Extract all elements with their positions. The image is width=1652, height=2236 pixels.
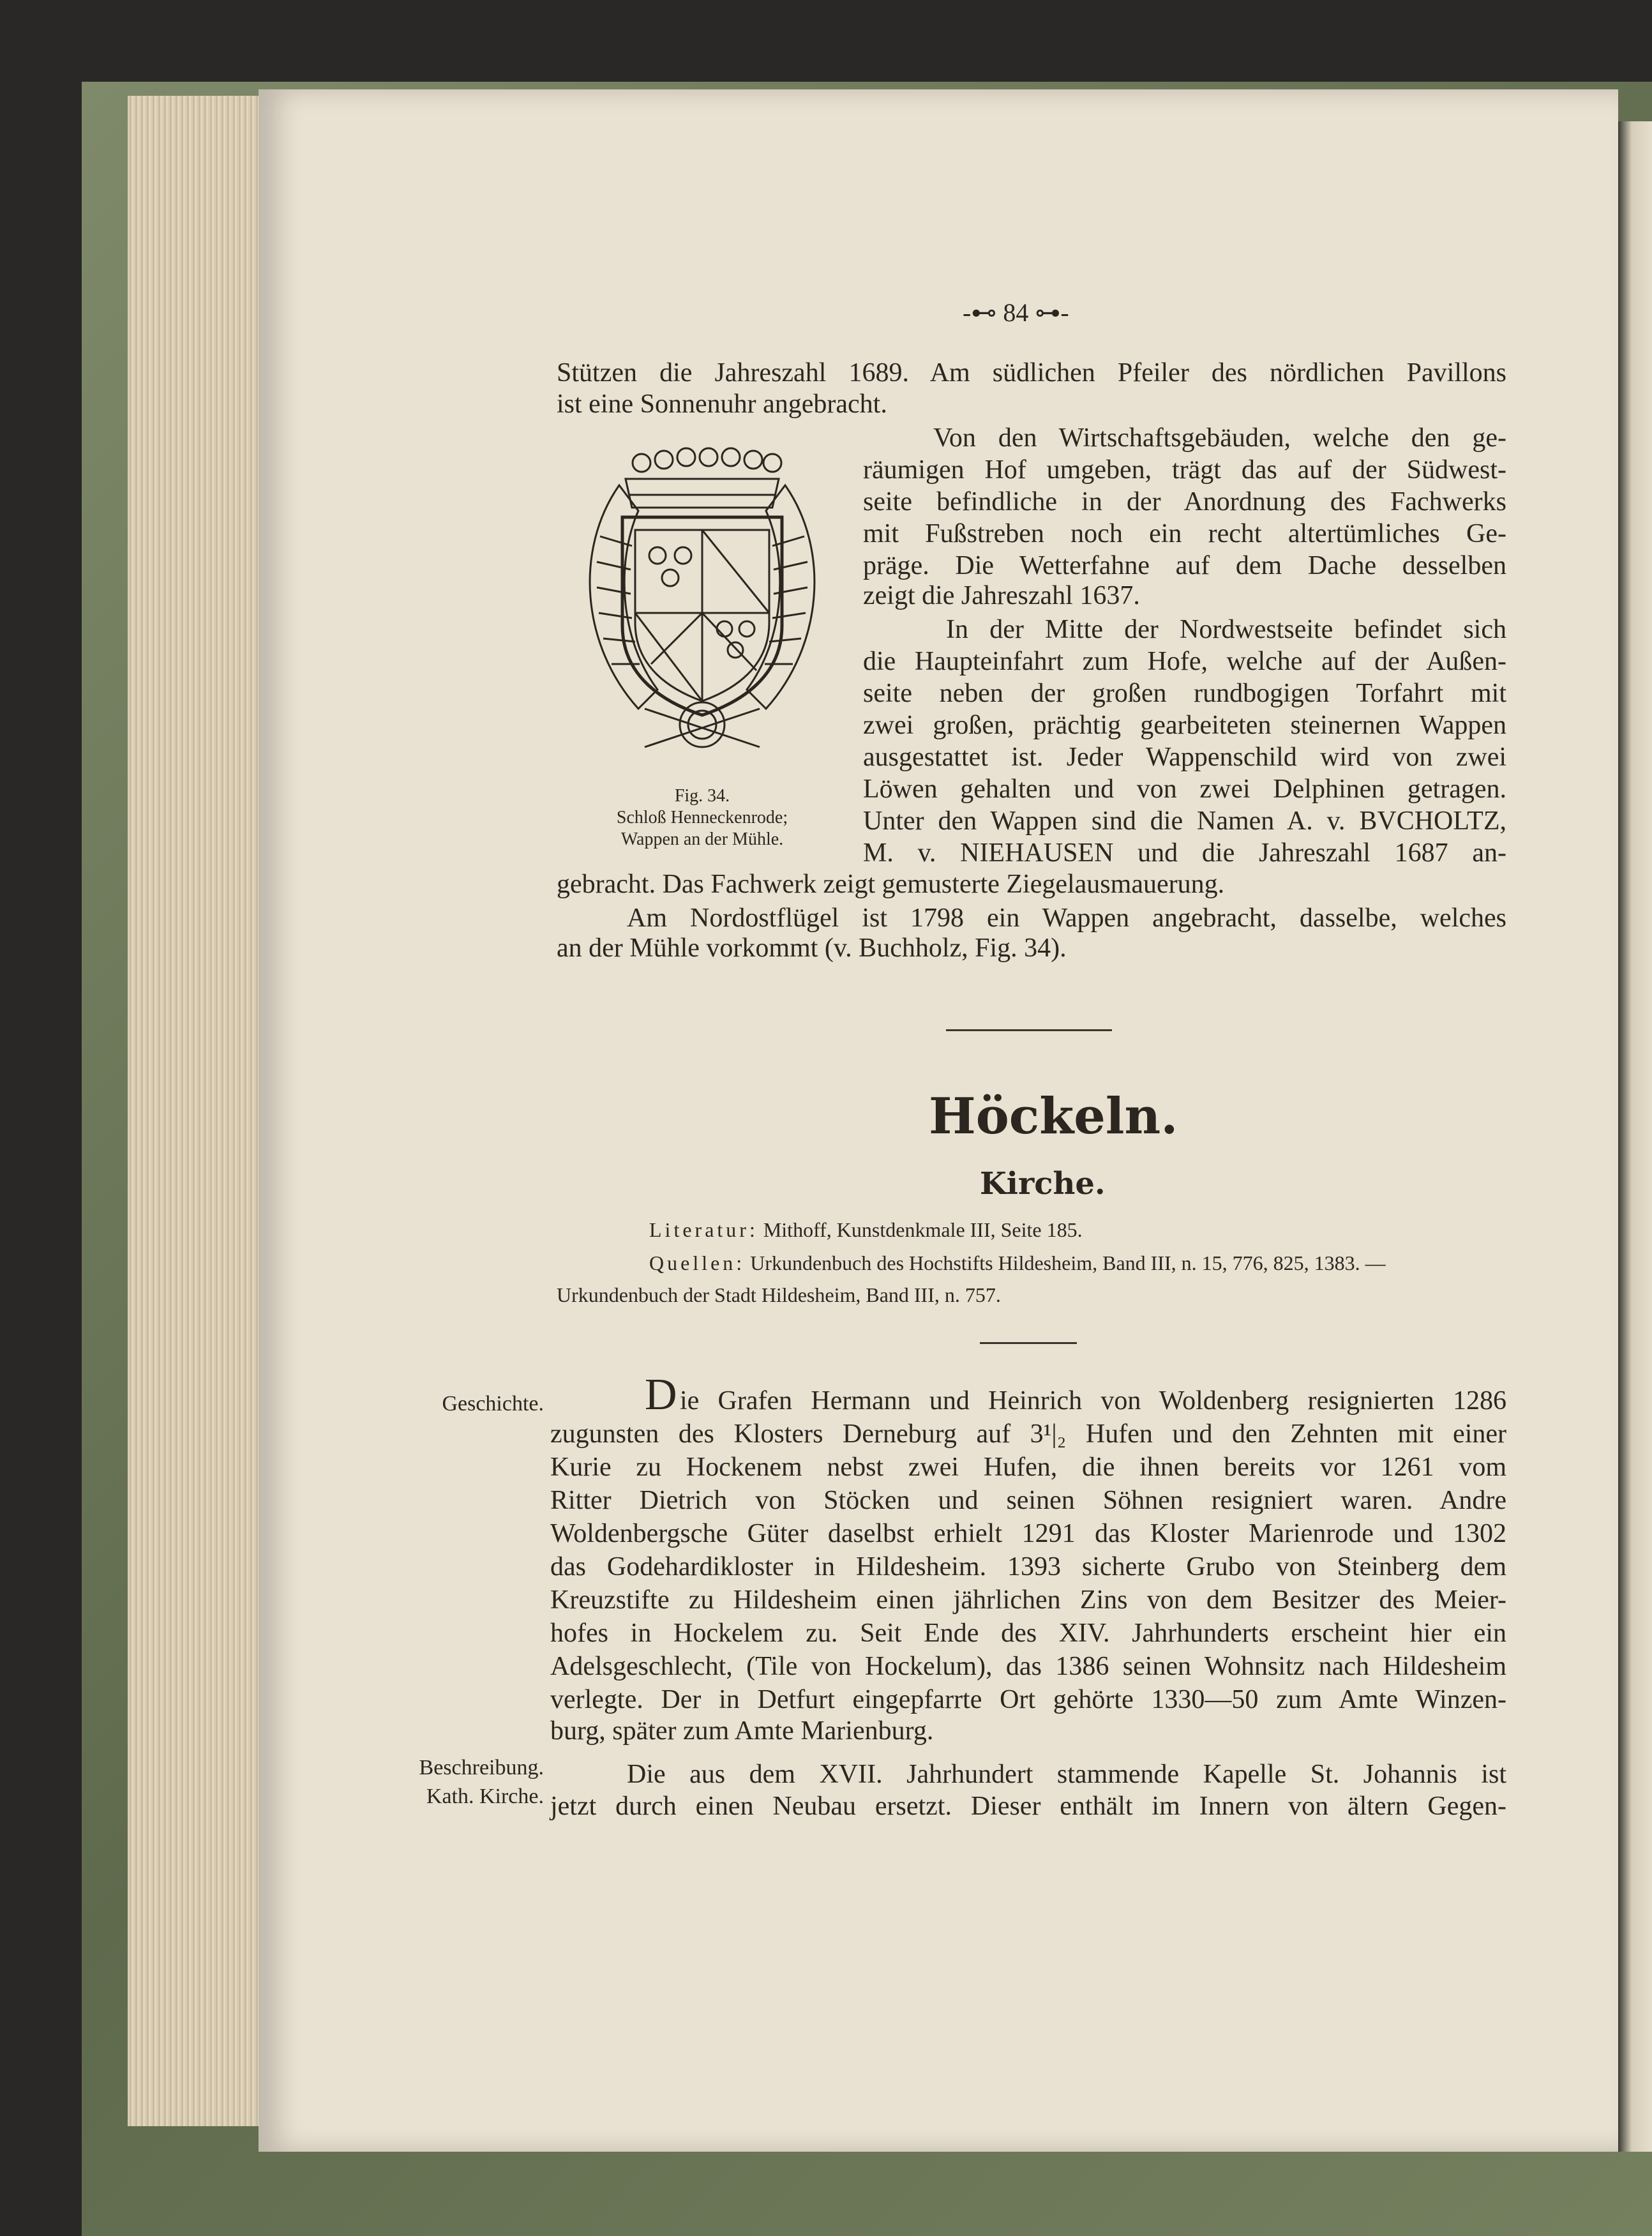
text-line: räumigen Hof umgeben, trägt das auf der Südwest- (863, 455, 1506, 485)
text-line: Kreuzstifte zu Hildesheim einen jährlichen Zins von dem Besitzer des Meier- (550, 1585, 1506, 1615)
section-heading: Höckeln. (929, 1087, 1178, 1145)
text-line: hofes in Hockelem zu. Seit Ende des XIV. Jahrhunderts erscheint hier ein (550, 1619, 1506, 1648)
margin-note-church: Kath. Kirche. (426, 1785, 544, 1808)
section-divider (946, 1029, 1112, 1031)
page-number: -⊷ 84 ⊶- (963, 298, 1069, 327)
text-line: jetzt durch einen Neubau ersetzt. Dieser enthält im Innern von ältern Gegen- (550, 1792, 1506, 1821)
text-line: das Godehardikloster in Hildesheim. 1393 sicherte Grubo von Steinberg dem (550, 1552, 1506, 1582)
section-divider (980, 1342, 1077, 1344)
text-line: ie Grafen Hermann und Heinrich von Woldenberg resignierten 1286 (680, 1386, 1506, 1416)
literature-text: Mithoff, Kunstdenkmale III, Seite 185. (763, 1218, 1083, 1241)
text-line: mit Fußstreben noch ein recht altertümliches Ge- (863, 519, 1506, 548)
text-line: die Haupteinfahrt zum Hofe, welche auf der Außen- (863, 647, 1506, 676)
text-line: In der Mitte der Nordwestseite befindet sich (946, 615, 1506, 644)
margin-note-history: Geschichte. (442, 1392, 544, 1416)
text-line: Adelsgeschlecht, (Tile von Hockelum), das 1386 seinen Wohnsitz nach Hildesheim (550, 1652, 1506, 1681)
section-subheading: Kirche. (980, 1166, 1106, 1202)
text-line: ausgestattet ist. Jeder Wappenschild wird von zwei (863, 743, 1506, 772)
sources-text: Urkundenbuch der Stadt Hildesheim, Band III, n. 757. (557, 1283, 1001, 1306)
text-line: ist eine Sonnenuhr angebracht. (557, 389, 887, 419)
literature-label: Literatur: (649, 1218, 758, 1241)
margin-note-description: Beschreibung. (419, 1756, 544, 1779)
text-line: präge. Die Wetterfahne auf dem Dache desselben (863, 551, 1506, 580)
figure-caption-line: Wappen an der Mühle. (620, 829, 784, 849)
page-edges (128, 96, 274, 2126)
text-line: verlegte. Der in Detfurt eingepfarrte Ort gehörte 1330—50 zum Amte Winzen- (550, 1685, 1506, 1714)
text-line: zwei großen, prächtig gearbeiteten steinernen Wappen (863, 711, 1506, 740)
text-line: seite neben der großen rundbogigen Torfahrt mit (863, 679, 1506, 708)
sources-text: Urkundenbuch des Hochstifts Hildesheim, Band III, n. 15, 776, 825, 1383. — (750, 1251, 1386, 1274)
text-line: zeigt die Jahreszahl 1637. (863, 581, 1140, 610)
drop-initial: D (645, 1370, 677, 1419)
facing-page-edge (1618, 121, 1652, 2152)
text-line: burg, später zum Amte Marienburg. (550, 1716, 934, 1746)
figure-caption-line: Schloß Henneckenrode; (616, 808, 788, 827)
figure-label: Fig. 34. (674, 786, 730, 806)
text-line: Am Nordostflügel ist 1798 ein Wappen angebracht, dasselbe, welches (627, 903, 1506, 933)
text-line: Von den Wirtschaftsgebäuden, welche den ge- (933, 423, 1506, 453)
text-line: seite befindliche in der Anordnung des Fachwerks (863, 487, 1506, 517)
text-line: Stützen die Jahreszahl 1689. Am südlichen Pfeiler des nördlichen Pavillons (557, 358, 1506, 388)
text-line: Unter den Wappen sind die Namen A. v. BVCHOLTZ, (863, 806, 1506, 836)
text-line: zugunsten des Klosters Derneburg auf 3¹|₂ Hufen und den Zehnten mit einer (550, 1419, 1506, 1449)
text-line: Löwen gehalten und von zwei Delphinen getragen. (863, 774, 1506, 804)
sources-label: Quellen: (649, 1251, 746, 1274)
text-line: Woldenbergsche Güter daselbst erhielt 1291 das Kloster Marienrode und 1302 (550, 1519, 1506, 1548)
text-line: M. v. NIEHAUSEN und die Jahreszahl 1687 an- (863, 838, 1506, 868)
coat-of-arms-figure (562, 434, 843, 773)
text-line: Kurie zu Hockenem nebst zwei Hufen, die ihnen bereits vor 1261 vom (550, 1453, 1506, 1482)
text-line: Ritter Dietrich von Stöcken und seinen Söhnen resigniert waren. Andre (550, 1486, 1506, 1515)
text-line: gebracht. Das Fachwerk zeigt gemusterte Ziegelausmauerung. (557, 870, 1225, 899)
text-line: Die aus dem XVII. Jahrhundert stammende Kapelle St. Johannis ist (627, 1760, 1506, 1789)
text-line: an der Mühle vorkommt (v. Buchholz, Fig. 34). (557, 933, 1067, 963)
